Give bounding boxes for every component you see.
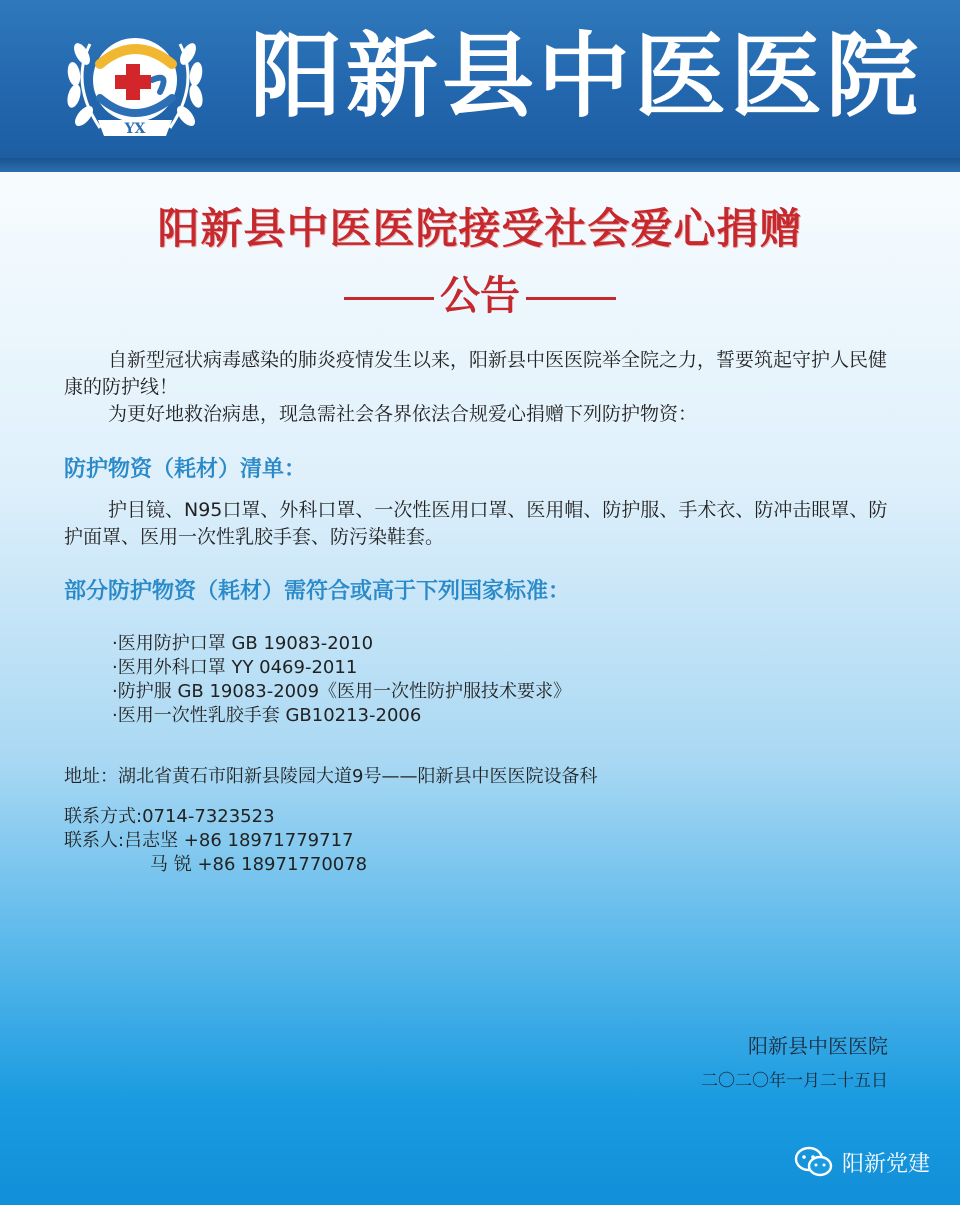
supplies-list-heading: 防护物资（耗材）清单： (64, 457, 307, 482)
logo-letters: YX (124, 121, 146, 137)
standards-list (112, 632, 571, 728)
notice-subtitle (0, 264, 960, 321)
header-stripe (0, 158, 960, 172)
supplies-list-body: 护目镜、N95口罩、外科口罩、一次性医用口罩、医用帽、防护服、手术衣、防冲击眼罩、防护面罩、医用一次性乳胶手套、防污染鞋套。 (64, 499, 888, 548)
intro-paragraph-1: 自新型冠状病毒感染的肺炎疫情发生以来，阳新县中医医院举全院之力，誓要筑起守护人民健康的防护线！ (64, 349, 888, 398)
notice-subtitle-text: 公告 (440, 273, 520, 319)
standards-heading: 部分防护物资（耗材）需符合或高于下列国家标准： (64, 579, 571, 604)
notice-date: 二〇二〇年一月二十五日 (701, 1071, 888, 1091)
standard-item: ·防护服 GB 19083-2009《医用一次性防护服技术要求》 (112, 681, 572, 702)
notice-title: 阳新县中医医院接受社会爱心捐赠 (157, 204, 803, 253)
contact-person-1: 联系人:吕志坚 +86 18971779717 (64, 830, 354, 851)
intro-paragraph-2: 为更好地救治病患，现急需社会各界依法合规爱心捐赠下列防护物资： (108, 403, 698, 425)
hospital-name: 阳新县中医医院 (250, 23, 923, 130)
standard-item: ·医用防护口罩 GB 19083-2010 (112, 633, 374, 654)
contact-phone: 联系方式:0714-7323523 (64, 806, 275, 827)
watermark-text: 阳新党建 (841, 1151, 930, 1177)
standard-item: ·医用一次性乳胶手套 GB10213-2006 (112, 705, 422, 726)
signature: 阳新县中医医院 (748, 1034, 888, 1058)
standard-item: ·医用外科口罩 YY 0469-2011 (112, 657, 358, 678)
watermark (794, 1144, 930, 1180)
wechat-icon (794, 1145, 834, 1179)
subtitle-dash-left (344, 297, 434, 300)
address-line: 地址：湖北省黄石市阳新县陵园大道9号——阳新县中医医院设备科 (64, 766, 598, 787)
contact-person-2: 马 锐 +86 18971770078 (150, 854, 368, 875)
subtitle-dash-right (526, 297, 616, 300)
hospital-logo-icon (60, 24, 210, 142)
